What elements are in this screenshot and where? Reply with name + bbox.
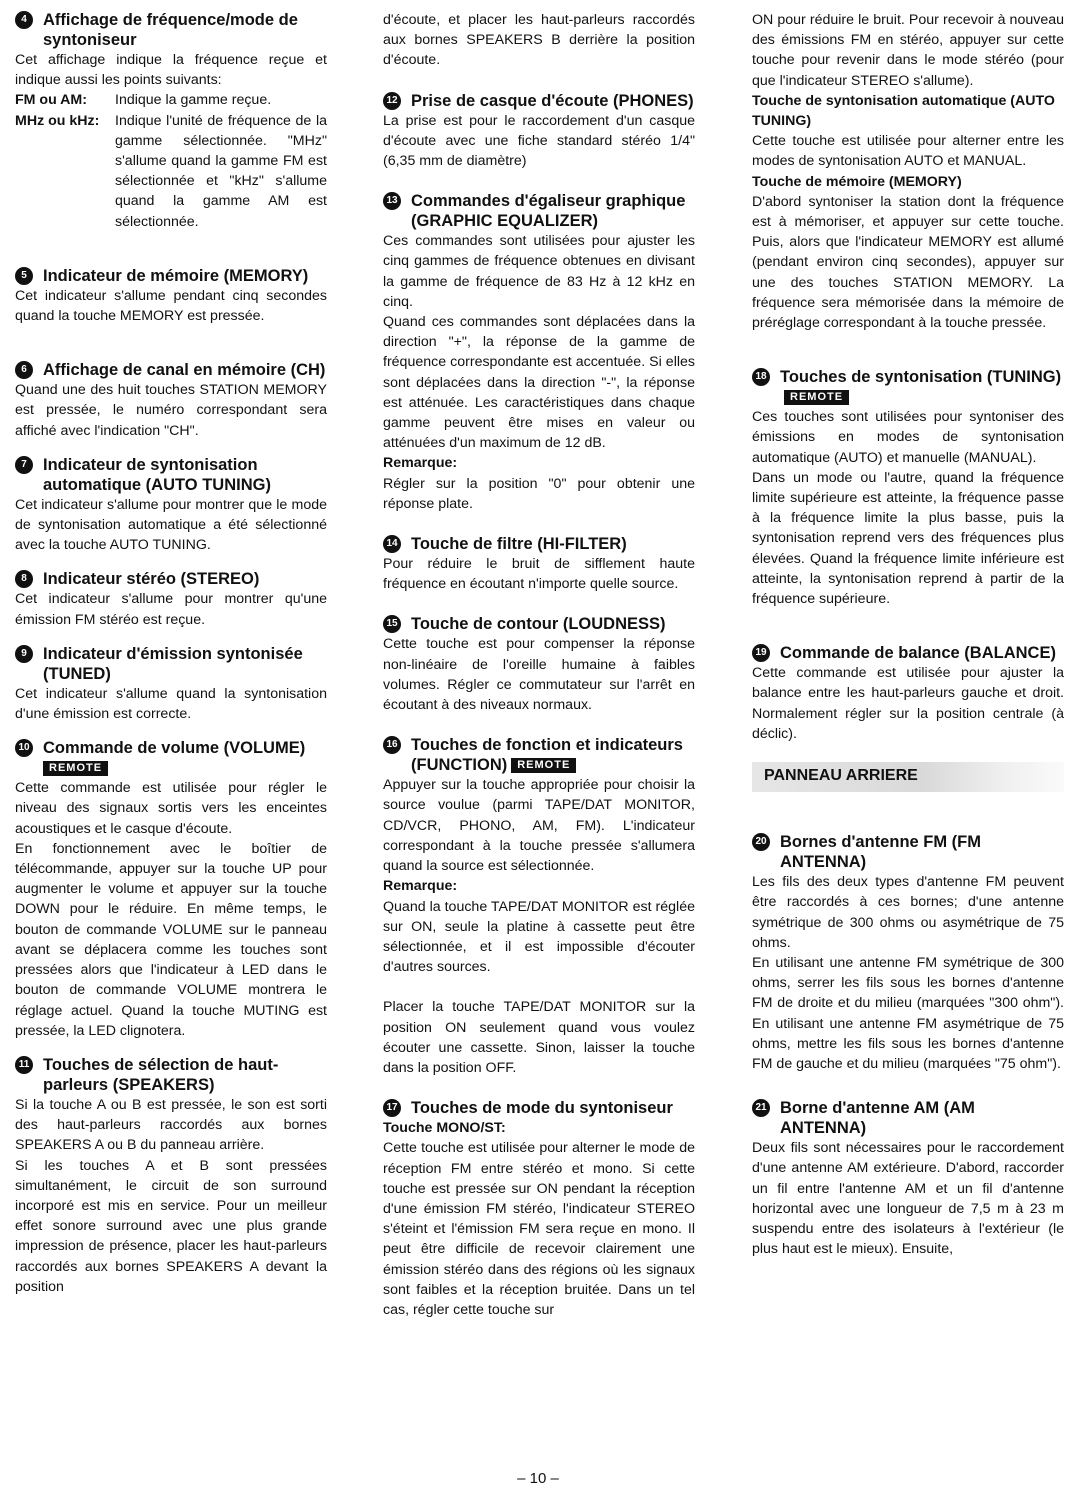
- section-body: D'abord syntoniser la station dont la fréquence est à mémoriser, et appuyer sur cette touche. Puis, alors que l'indicateur MEMORY est allumé (pendant environ cinq secondes), appuyer sur une des touches STATION MEMORY. La fréquence sera mémorisée dans la mémoire de préréglage correspondant à la touche pressée.: [752, 193, 1064, 332]
- section-title: Touches de mode du syntoniseur: [411, 1099, 673, 1118]
- section-body: Placer la touche TAPE/DAT MONITOR sur la position ON seulement quand vous voulez écouter une cassette. Sinon, laisser la touche dans la position OFF.: [383, 999, 695, 1076]
- section-equalizer: [383, 191, 695, 514]
- note-label: Remarque:: [383, 878, 458, 895]
- number-badge: 8: [15, 570, 33, 588]
- section-title: Affichage de canal en mémoire (CH): [43, 361, 326, 380]
- section-body: En fonctionnement avec le boîtier de télécommande, appuyer sur la touche UP pour augmenter le volume et appuyer sur la touche DOWN pour le réduire. En même temps, le bouton de commande VOLUME sur le panneau avant se déplacera comme les touches sont pressées alors que l'indicateur à LED dans le bouton de commande VOLUME montrera le réglage actuel. Quand la touche MUTING est pressée, la LED clignotera.: [15, 840, 327, 1039]
- number-badge: 21: [752, 1099, 770, 1117]
- section-title: Indicateur de syntonisation automatique (AUTO TUNING): [43, 455, 271, 494]
- section-body: d'écoute, et placer les haut-parleurs raccordés aux bornes SPEAKERS B derrière la position d'écoute.: [383, 12, 695, 69]
- section-phones: [383, 91, 695, 172]
- section-body: Ces commandes sont utilisées pour ajuster les cinq gammes de fréquence obtenues en divisant la gamme de fréquence de 83 Hz à 12 kHz en cinq.: [383, 233, 695, 310]
- section-volume: [15, 738, 327, 1041]
- section-body: ON pour réduire le bruit. Pour recevoir à nouveau des émissions FM en stéréo, appuyer sur cette touche pour revenir dans le mode stéréo (pour que l'indicateur STEREO s'allume).: [752, 12, 1064, 89]
- section-title: Indicateur d'émission syntonisée (TUNED): [43, 644, 303, 683]
- section-title: Touches de sélection de haut-parleurs (SPEAKERS): [43, 1055, 279, 1094]
- section-body: Quand une des huit touches STATION MEMORY est pressée, le numéro correspondant sera affiché avec l'indication "CH".: [15, 382, 327, 439]
- number-badge: 13: [383, 192, 401, 210]
- section-body: La prise est pour le raccordement d'un casque d'écoute avec une fiche standard stéréo 1/4" (6,35 mm de diamètre): [383, 112, 695, 170]
- section-body: Si la touche A ou B est pressée, le son est sorti des haut-parleurs raccordés aux bornes SPEAKERS A ou B du panneau arrière.: [15, 1096, 327, 1154]
- column-1: [15, 10, 327, 1311]
- section-body: Pour réduire le bruit de sifflement haute fréquence en écoutant n'importe quelle source.: [383, 556, 695, 593]
- number-badge: 16: [383, 736, 401, 754]
- section-body: Appuyer sur la touche appropriée pour choisir la source voulue (parmi TAPE/DAT MONITOR, CD/VCR, PHONO, AM, FM). L'indicateur correspondant à la touche pressée s'allumera quand la source est sélectionnée.: [383, 777, 695, 875]
- section-body: Cet indicateur s'allume pendant cinq secondes quand la touche MEMORY est pressée.: [15, 287, 327, 325]
- number-badge: 18: [752, 368, 770, 386]
- section-loudness: [383, 614, 695, 715]
- section-function: [383, 735, 695, 1078]
- section-title: Prise de casque d'écoute (PHONES): [411, 91, 694, 110]
- section-title: Commande de balance (BALANCE): [780, 644, 1056, 663]
- section-body: Cette touche est pour compenser la réponse non-linéaire de l'oreille humaine à faibles volumes. Régler ce commutateur sur l'arrêt en écoutant à des niveaux normaux.: [383, 636, 695, 714]
- section-body: Quand ces commandes sont déplacées dans la direction "+", la réponse de la gamme de fréquence correspondante est accentuée. Si elles sont déplacées dans la direction "-", la réponse est atténuée. Les caractéristiques dans chaque gamme peuvent être mises en valeur ou atténuées d'un maximum de 12 dB.: [383, 314, 695, 452]
- number-badge: 10: [15, 739, 33, 757]
- definition-row: FM ou AM: Indique la gamme reçue.: [15, 92, 272, 109]
- note-body: Régler sur la position "0" pour obtenir une réponse plate.: [383, 475, 695, 512]
- section-continuation: [752, 10, 1064, 333]
- section-title: Commande de volume (VOLUME): [43, 739, 306, 758]
- section-memory-indicator: [15, 266, 327, 326]
- rear-panel-banner: [752, 762, 1064, 792]
- section-body: Dans un mode ou l'autre, quand la fréquence limite supérieure est atteinte, la fréquence passe à la fréquence limite la plus basse, puis la syntonisation reprend vers des fréquences plus élevées. Quand la fréquence limite inférieure est atteinte, la syntonisation reprend à partir de la fréquence supérieure.: [752, 469, 1064, 608]
- section-fm-antenna: [752, 832, 1064, 1074]
- section-title: Indicateur stéréo (STEREO): [43, 570, 260, 589]
- section-tuning: [752, 367, 1064, 609]
- remote-badge: REMOTE: [511, 758, 576, 773]
- number-badge: 12: [383, 92, 401, 110]
- section-balance: [752, 643, 1064, 744]
- column-2: [383, 10, 695, 1334]
- section-speakers: [15, 1055, 327, 1297]
- number-badge: 11: [15, 1056, 33, 1074]
- section-channel-display: [15, 360, 327, 441]
- column-3: [752, 10, 1064, 1273]
- section-body: Les fils des deux types d'antenne FM peuvent être raccordés à ces bornes; d'une antenne symétrique de 300 ohms ou asymétrique de 75 ohms.: [752, 874, 1064, 951]
- section-title: Touches de syntonisation (TUNING): [780, 368, 1062, 387]
- section-am-antenna: [752, 1098, 1064, 1259]
- section-body: Si les touches A et B sont pressées simultanément, le circuit de son surround incorporé est mis en service. Pour un meilleur effet sonore surround avec une plus grande impression de présence, placer les haut-parleurs raccordés aux bornes SPEAKERS A devant la position: [15, 1157, 327, 1295]
- section-body: Deux fils sont nécessaires pour le raccordement d'une antenne AM extérieure. D'abord, raccorder un fil entre l'antenne AM et un fil d'antenne horizontal avec une longueur de 7,5 m à 23 m suspendu entre des isolateurs à l'extérieur (le plus haut est le mieux). Ensuite,: [752, 1140, 1064, 1258]
- section-body: Cet indicateur s'allume pour montrer qu'une émission FM stéréo est reçue.: [15, 591, 327, 628]
- section-body: Cette touche est utilisée pour alterner le mode de réception FM entre stéréo et mono. Si cette touche est pressée sur ON pendant la réception d'une émission FM stéréo, l'indicateur STEREO s'éteint et l'émission FM sera reçue en mono. Il peut être difficile de recevoir clairement une émission stéréo dans des régions où les signaux sont faibles et la réception bruitée. Dans un tel cas, régler cette touche sur: [383, 1140, 695, 1318]
- section-body: Cette commande est utilisée pour régler le niveau des signaux sortis vers les enceintes acoustiques et le casque d'écoute.: [15, 780, 327, 837]
- number-badge: 20: [752, 833, 770, 851]
- sub-label: Touche MONO/ST:: [383, 1120, 506, 1137]
- section-continuation: [383, 10, 695, 71]
- section-title: Indicateur de mémoire (MEMORY): [43, 266, 309, 285]
- section-body: Cette touche est utilisée pour alterner entre les modes de syntonisation AUTO et MANUAL.: [752, 133, 1064, 170]
- section-title: Commandes d'égaliseur graphique (GRAPHIC EQUALIZER): [411, 192, 686, 231]
- note-body: Quand la touche TAPE/DAT MONITOR est réglée sur ON, seule la platine à cassette peut être sélectionnée, et il est impossible d'écouter d'autres sources.: [383, 898, 695, 976]
- section-hi-filter: [383, 534, 695, 594]
- section-title: Touche de filtre (HI-FILTER): [411, 535, 627, 554]
- section-stereo: [15, 569, 327, 629]
- section-body: Cet affichage indique la fréquence reçue et indique aussi les points suivants:: [15, 52, 327, 89]
- section-tuner-mode: [383, 1098, 695, 1320]
- section-body: Cette commande est utilisée pour ajuster la balance entre les haut-parleurs gauche et droit. Normalement régler sur la position centrale (à déclic).: [752, 665, 1064, 742]
- number-badge: 4: [15, 11, 33, 29]
- number-badge: 14: [383, 535, 401, 553]
- section-body: Ces touches sont utilisées pour syntoniser des émissions en modes de syntonisation automatique (AUTO) et manuelle (MANUAL).: [752, 409, 1064, 466]
- sub-label: Touche de syntonisation automatique (AUTO TUNING): [752, 92, 1055, 130]
- number-badge: 15: [383, 615, 401, 633]
- section-frequency-display: [15, 10, 327, 232]
- number-badge: 7: [15, 456, 33, 474]
- section-body: Cet indicateur s'allume quand la syntonisation d'une émission est correcte.: [15, 685, 327, 723]
- section-title: Touches de fonction et indicateurs (FUNCTION): [411, 736, 683, 775]
- section-auto-tuning: [15, 455, 327, 556]
- number-badge: 9: [15, 645, 33, 663]
- section-body: Cet indicateur s'allume pour montrer que le mode de syntonisation automatique a été sélectionné avec la touche AUTO TUNING.: [15, 496, 327, 554]
- definition-row: MHz ou kHz: Indique l'unité de fréquence de la gamme sélectionnée. "MHz" s'allume quand la gamme FM est sélectionnée et "kHz" s'allume quand la gamme AM est sélectionnée.: [15, 112, 327, 230]
- number-badge: 6: [15, 361, 33, 379]
- banner-title: PANNEAU ARRIERE: [764, 767, 918, 785]
- remote-badge: REMOTE: [784, 390, 849, 405]
- number-badge: 5: [15, 267, 33, 285]
- section-title: Affichage de fréquence/mode de syntoniseur: [43, 11, 298, 49]
- section-title: Borne d'antenne AM (AM ANTENNA): [780, 1099, 975, 1138]
- section-title: Bornes d'antenne FM (FM ANTENNA): [780, 833, 982, 872]
- section-title: Touche de contour (LOUDNESS): [411, 615, 666, 634]
- note-label: Remarque:: [383, 455, 458, 472]
- section-body: En utilisant une antenne FM symétrique de 300 ohms, serrer les fils sous les bornes d'antenne FM de droite et du milieu (marquées "300 ohm"). En utilisant une antenne FM asymétrique de 75 ohms, mettre les fils sous les bornes d'antenne FM de gauche et du milieu (marquées "75 ohm").: [752, 954, 1064, 1072]
- sub-label: Touche de mémoire (MEMORY): [752, 173, 962, 190]
- remote-badge: REMOTE: [43, 761, 108, 776]
- section-tuned: [15, 644, 327, 724]
- number-badge: 17: [383, 1099, 401, 1117]
- number-badge: 19: [752, 644, 770, 662]
- page-number: – 10 –: [517, 1470, 559, 1487]
